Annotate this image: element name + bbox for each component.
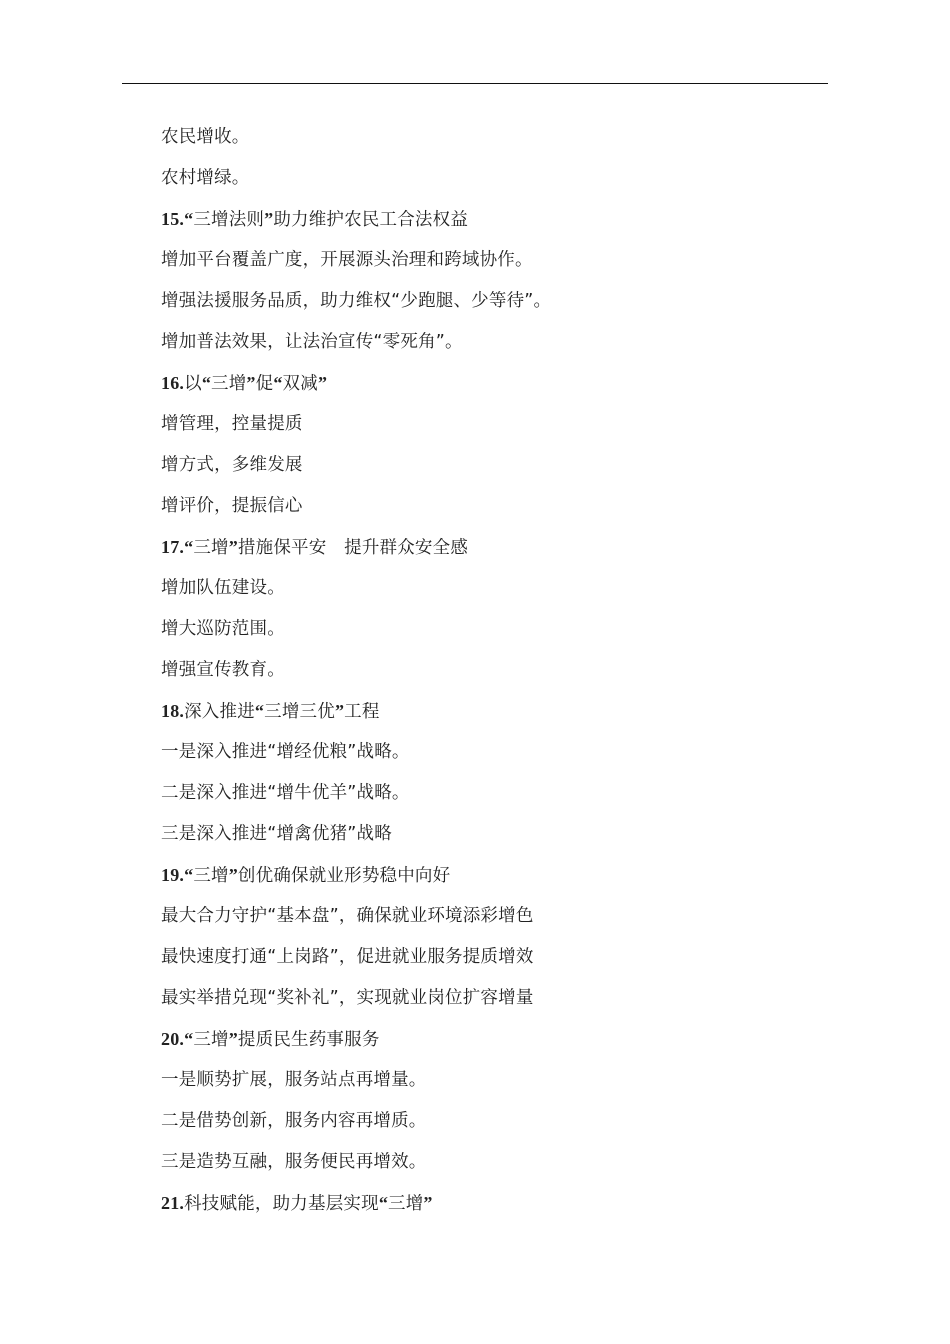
body-line: 增强法援服务品质，助力维权“少跑腿、少等待”。 [161, 291, 552, 311]
heading-quote-mark: ” [228, 1029, 238, 1049]
heading-number: 17. [161, 537, 185, 557]
body-line: 三是造势互融，服务便民再增效。 [161, 1152, 427, 1172]
heading-quote-mark: ” [246, 373, 256, 393]
body-line: 增管理，控量提质 [161, 414, 303, 434]
body-line: 最快速度打通“上岗路”，促进就业服务提质增效 [161, 947, 534, 967]
heading-quote-mark: “ [184, 1029, 194, 1049]
heading-quote-mark: “ [184, 865, 194, 885]
body-line: 一是顺势扩展，服务站点再增量。 [161, 1070, 427, 1090]
heading-number: 20. [161, 1029, 185, 1049]
heading-number: 15. [161, 209, 185, 229]
heading-text: 以 [184, 374, 202, 394]
body-line: 三是深入推进“增禽优猪”战略 [161, 824, 392, 844]
heading-quote-mark: “ [273, 373, 283, 393]
heading-text: 三增法则 [193, 210, 265, 230]
heading-quote-mark: “ [184, 537, 194, 557]
heading-quote-mark: “ [378, 1193, 389, 1213]
body-line: 二是借势创新，服务内容再增质。 [161, 1111, 427, 1131]
section-heading [161, 855, 841, 896]
body-line: 农村增绿。 [161, 168, 250, 188]
heading-text: 措施保平安 提升群众安全感 [237, 538, 469, 558]
section-heading [161, 199, 841, 240]
heading-text: 促 [255, 374, 274, 394]
body-line: 增强宣传教育。 [161, 660, 285, 680]
heading-text: 三增 [193, 866, 229, 886]
document-body [161, 117, 841, 1224]
heading-text: 提质民生药事服务 [237, 1030, 380, 1050]
heading-text: 三增 [388, 1194, 424, 1214]
heading-text: 科技赋能，助力基层实现 [184, 1194, 379, 1214]
heading-text: 三增 [193, 1030, 229, 1050]
heading-text: 三增 [211, 374, 247, 394]
body-line: 二是深入推进“增牛优羊”战略。 [161, 783, 410, 803]
heading-number: 18. [161, 701, 185, 721]
heading-number: 19. [161, 865, 185, 885]
heading-number: 16. [161, 373, 185, 393]
heading-quote-mark: ” [264, 209, 274, 229]
body-line: 增方式，多维发展 [161, 455, 303, 475]
heading-text: 三增三优 [264, 702, 335, 722]
heading-number: 21. [161, 1193, 185, 1213]
body-line: 一是深入推进“增经优粮”战略。 [161, 742, 410, 762]
body-line: 农民增收。 [161, 127, 250, 147]
heading-quote-mark: ” [317, 373, 328, 393]
heading-quote-mark: ” [423, 1193, 433, 1213]
section-heading [161, 1019, 841, 1060]
heading-text: 工程 [344, 702, 380, 722]
heading-quote-mark: “ [201, 373, 212, 393]
body-line: 增大巡防范围。 [161, 619, 285, 639]
heading-quote-mark: ” [228, 865, 238, 885]
body-line: 增评价，提振信心 [161, 496, 303, 516]
heading-quote-mark: ” [228, 537, 238, 557]
body-line: 增加队伍建设。 [161, 578, 285, 598]
section-heading [161, 363, 841, 404]
heading-text: 三增 [193, 538, 229, 558]
heading-text: 助力维护农民工合法权益 [273, 210, 469, 230]
heading-quote-mark: “ [254, 701, 265, 721]
body-line: 增加平台覆盖广度，开展源头治理和跨域协作。 [161, 250, 533, 270]
section-heading [161, 691, 841, 732]
heading-text: 双减 [282, 374, 318, 394]
heading-quote-mark: ” [334, 701, 345, 721]
heading-text: 创优确保就业形势稳中向好 [237, 866, 451, 886]
body-line: 增加普法效果，让法治宣传“零死角”。 [161, 332, 463, 352]
body-line: 最大合力守护“基本盘”，确保就业环境添彩增色 [161, 906, 534, 926]
section-heading [161, 1183, 841, 1224]
heading-text: 深入推进 [184, 702, 255, 722]
heading-quote-mark: “ [184, 209, 194, 229]
section-heading [161, 527, 841, 568]
body-line: 最实举措兑现“奖补礼”，实现就业岗位扩容增量 [161, 988, 534, 1008]
header-rule [122, 83, 828, 84]
